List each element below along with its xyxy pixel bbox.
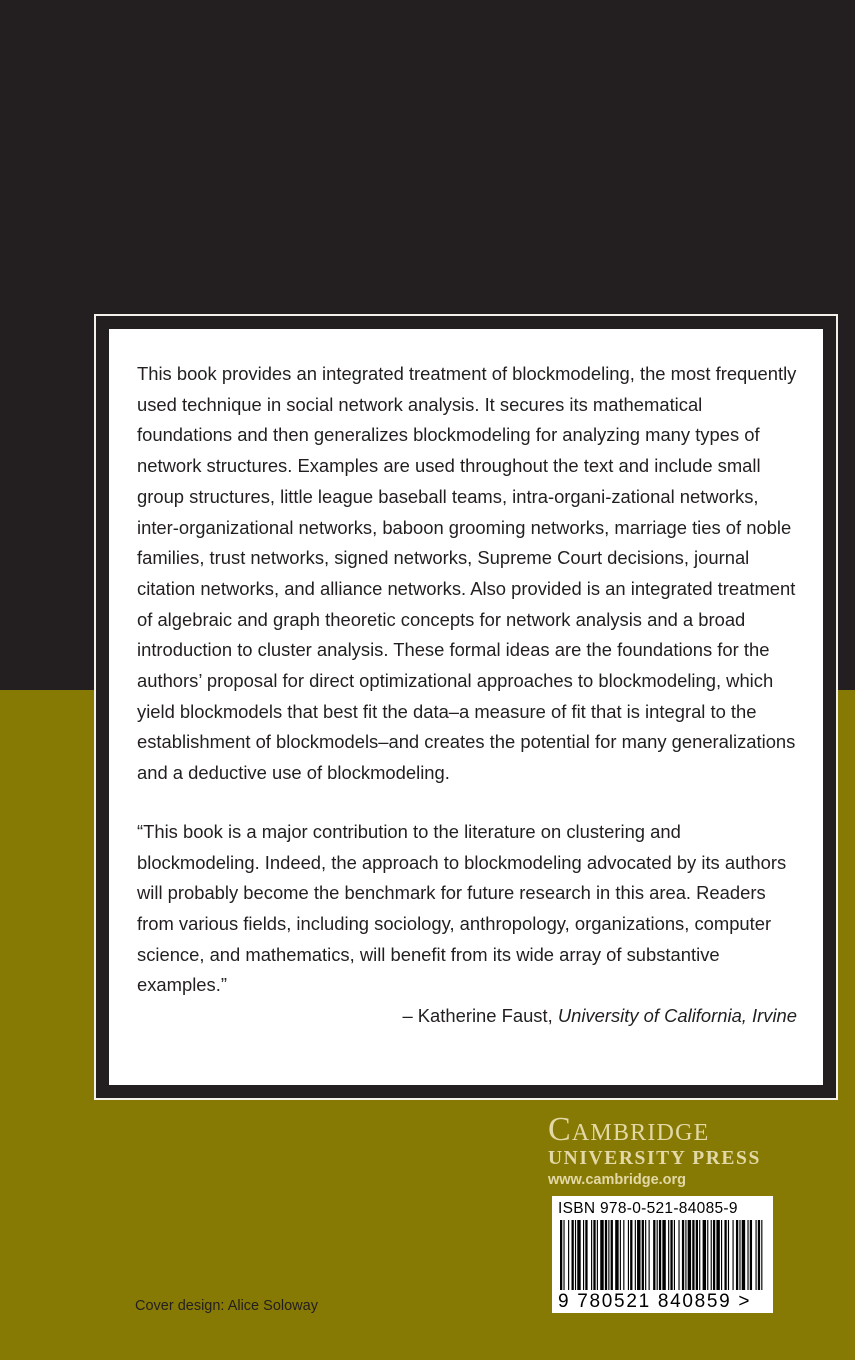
barcode-bar (739, 1220, 740, 1290)
barcode-bar (630, 1220, 632, 1290)
barcode-bar (657, 1220, 658, 1290)
barcode-bar (615, 1220, 618, 1290)
barcode-bar (736, 1220, 738, 1290)
barcode-bar (645, 1220, 646, 1290)
barcode-bar (611, 1220, 613, 1290)
barcode-bar (585, 1220, 587, 1290)
barcode-bar (662, 1220, 665, 1290)
barcode-bar (637, 1220, 640, 1290)
book-description: This book provides an integrated treatment of blockmodeling, the most frequently used technique in social network analysis. It secures its mathematical foundations and then generalizes blockmodeling for analyzing many types of network structures. Examples are used throughout the text and include small group structures, little league baseball teams, intra-organi-zational networks, inter-organizational networks, baboon grooming networks, marriage ties of noble families, trust networks, signed networks, Supreme Court decisions, journal citation networks, and alliance networks. Also provided is an integrated treatment of algebraic and graph theoretic concepts for network analysis and a broad introduction to cluster analysis. These formal ideas are the foundations for the authors’ proposal for direct optimizational approaches to blockmodeling, which yield blockmodels that best fit the data–a measure of fit that is integral to the establishment of blockmodels–and creates the potential for many generalizations and a deductive use of blockmodeling. (137, 363, 797, 784)
publisher-url: www.cambridge.org (548, 1172, 687, 1188)
barcode-bar (608, 1220, 609, 1290)
barcode-bar (682, 1220, 684, 1290)
text-frame (94, 314, 838, 1100)
barcode-bar (649, 1220, 650, 1290)
barcode-bar (659, 1220, 661, 1290)
text-panel (109, 329, 823, 1085)
barcode-bar (642, 1220, 644, 1290)
barcode-bar (623, 1220, 624, 1290)
barcode-bar (747, 1220, 748, 1290)
cover-credit: Cover design: Alice Soloway (135, 1298, 318, 1314)
barcode-bar (724, 1220, 726, 1290)
barcode-bar (572, 1220, 574, 1290)
barcode-bar (733, 1220, 734, 1290)
barcode-bar (670, 1220, 672, 1290)
isbn-label: ISBN 978-0-521-84085-9 (558, 1200, 738, 1217)
publisher-name: Cambridge (548, 1111, 710, 1148)
barcode-bar (591, 1220, 592, 1290)
barcode-bar (620, 1220, 621, 1290)
review-attribution (137, 1001, 799, 1032)
review-quote: “This book is a major contribution to the literature on clustering and blockmodeling. Indeed, the approach to blockmodeling advocated by its authors will probably become the benchmark for future research in this area. Readers from various fields, including sociology, anthropology, organizations, computer science, and mathematics, will benefit from its wide array of substantive examples.” (137, 820, 787, 996)
barcode-bar (688, 1220, 691, 1290)
barcode-bar (756, 1220, 757, 1290)
barcode-bar (635, 1220, 636, 1290)
barcode-bar (716, 1220, 719, 1290)
barcode-bar (696, 1220, 698, 1290)
barcode-bar (600, 1220, 603, 1290)
barcode-bar (568, 1220, 569, 1290)
barcode-bar (728, 1220, 729, 1290)
barcode-bar (560, 1220, 562, 1290)
barcode-digits: 9 780521 840859 > (558, 1291, 752, 1312)
barcode-bar (692, 1220, 694, 1290)
barcode-bar (563, 1220, 564, 1290)
barcode-icon (558, 1220, 767, 1290)
barcode-bar (593, 1220, 595, 1290)
barcode-bar (605, 1220, 607, 1290)
barcode-bar (761, 1220, 762, 1290)
barcode-bar (707, 1220, 708, 1290)
barcode-bar (711, 1220, 712, 1290)
barcode-bar (742, 1220, 745, 1290)
barcode-bar (713, 1220, 715, 1290)
barcode-bar (674, 1220, 675, 1290)
barcode-box (552, 1196, 773, 1313)
publisher-subtitle: UNIVERSITY PRESS (548, 1148, 761, 1169)
barcode-bar (628, 1220, 629, 1290)
barcode-bar (703, 1220, 706, 1290)
review-author: – Katherine Faust, (402, 1005, 558, 1027)
review-affiliation: University of California, Irvine (557, 1005, 797, 1027)
barcode-bar (721, 1220, 722, 1290)
barcode-bar (577, 1220, 580, 1290)
barcode-bar (583, 1220, 584, 1290)
barcode-bar (750, 1220, 752, 1290)
barcode-bar (699, 1220, 700, 1290)
barcode-bar (575, 1220, 576, 1290)
barcode-bar (678, 1220, 679, 1290)
barcode-bar (597, 1220, 598, 1290)
barcode-bar (685, 1220, 686, 1290)
barcode-bar (668, 1220, 669, 1290)
barcode-bar (653, 1220, 655, 1290)
publisher-logo (548, 1112, 788, 1190)
barcode-bar (758, 1220, 760, 1290)
